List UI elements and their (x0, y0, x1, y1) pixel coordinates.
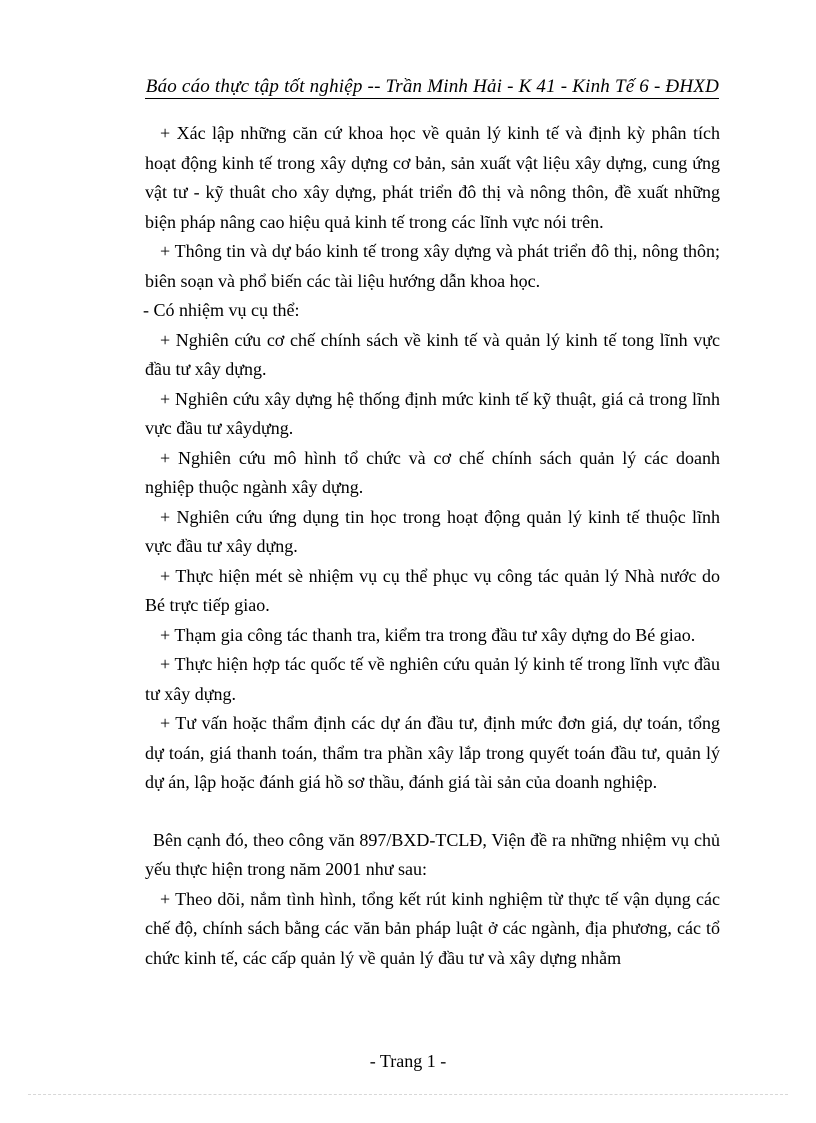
page-number: - Trang 1 - (369, 1051, 447, 1071)
paragraph-9: + Thạm gia công tác thanh tra, kiểm tra trong đầu tư xây dựng do Bé giao. (160, 624, 696, 645)
paragraph-1: + Xác lập những căn cứ khoa học về quản lý kinh tế và định kỳ phân tích hoạt động kinh tế trong xây dựng cơ bản, sản xuất vật liệu xây dựng, cung ứng vật tư - kỹ thuât cho xây dựng, phát triển đô thị và nông thôn, đề xuất những biện pháp nâng cao hiệu quả kinh tế trong các lĩnh vực nói trên. (145, 123, 720, 232)
paragraph-11: + Tư vấn hoặc thẩm định các dự án đầu tư, định mức đơn giá, dự toán, tổng dự toán, giá thanh toán, thẩm tra phần xây lắp trong quyết toán đầu tư, quản lý dự án, lập hoặc đánh giá hồ sơ thầu, đánh giá tài sản của doanh nghiệp. (145, 713, 720, 792)
paragraph-4: + Nghiên cứu cơ chế chính sách về kinh tế và quản lý kinh tế tong lĩnh vực đầu tư xây dựng. (145, 329, 720, 379)
header-rule (145, 98, 719, 99)
paragraph-10: + Thực hiện hợp tác quốc tế về nghiên cứu quản lý kinh tế trong lĩnh vực đầu tư xây dựng. (145, 654, 720, 704)
paragraph-12: Bên cạnh đó, theo công văn 897/BXD-TCLĐ, Viện đề ra những nhiệm vụ chủ yếu thực hiện trong năm 2001 như sau: (145, 829, 720, 879)
page-break-line (28, 1094, 788, 1095)
running-header: Báo cáo thực tập tốt nghiệp -- Trần Minh Hải - K 41 - Kinh Tế 6 - ĐHXD (145, 76, 719, 97)
paragraph-7: + Nghiên cứu ứng dụng tin học trong hoạt động quản lý kinh tế thuộc lĩnh vực đầu tư xây dựng. (145, 506, 720, 556)
paragraph-13: + Theo dõi, nắm tình hình, tổng kết rút kinh nghiệm từ thực tế vận dụng các chế độ, chính sách bằng các văn bản pháp luật ở các ngành, địa phương, các tổ chức kinh tế, các cấp quản lý về quản lý đầu tư và xây dựng nhằm (145, 888, 720, 968)
document-body (145, 119, 720, 973)
paragraph-6: + Nghiên cứu mô hình tổ chức và cơ chế chính sách quản lý các doanh nghiệp thuộc ngành xây dựng. (145, 447, 720, 497)
paragraph-3: - Có nhiệm vụ cụ thể: (143, 300, 300, 320)
paragraph-5: + Nghiên cứu xây dựng hệ thống định mức kinh tế kỹ thuật, giá cả trong lĩnh vực đầu tư xâydựng. (145, 388, 720, 438)
paragraph-2: + Thông tin và dự báo kinh tế trong xây dựng và phát triển đô thị, nông thôn; biên soạn và phổ biến các tài liệu hướng dẫn khoa học. (145, 241, 720, 291)
paragraph-8: + Thực hiện mét sè nhiệm vụ cụ thể phục vụ công tác quản lý Nhà nước do Bé trực tiếp giao. (145, 565, 720, 615)
